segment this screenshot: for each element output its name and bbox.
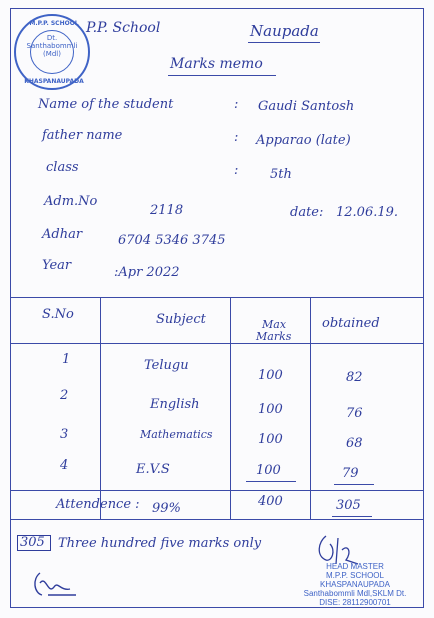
village-name: Naupada	[250, 22, 319, 40]
total-in-words: Three hundred five marks only	[58, 536, 262, 551]
table-row-obtained: 79	[342, 466, 359, 481]
obtained-total-underline	[334, 484, 374, 485]
hm-mandal: Santhabommli Mdl,SKLM Dt.	[303, 589, 407, 598]
totals-line	[10, 519, 424, 520]
seal-line-2: Santhabommli	[26, 42, 78, 50]
attendance-label: Attendence :	[56, 497, 140, 512]
subject-header: Subject	[156, 312, 206, 327]
colon: :	[234, 163, 239, 178]
teacher-signature	[30, 565, 80, 601]
admission-number-label: Adm.No	[44, 194, 98, 209]
class-value: 5th	[270, 167, 292, 182]
seal-center-text	[16, 34, 88, 58]
seal-line-1: Dt.	[46, 34, 58, 42]
table-top-line	[10, 297, 424, 298]
seal-bottom-text: KHASPANAUPADA	[24, 78, 84, 85]
admission-number-value: 2118	[150, 203, 184, 218]
max-total-underline	[246, 481, 296, 482]
table-row-sno: 4	[60, 458, 69, 473]
table-row-subject: E.V.S	[136, 462, 170, 477]
hm-title: HEAD MASTER	[326, 562, 384, 571]
year-value: :Apr 2022	[114, 265, 180, 280]
table-row-subject: Telugu	[144, 358, 189, 373]
school-name: P.P. School	[86, 20, 161, 36]
date-label: date:	[290, 205, 324, 220]
total-obtained-marks: 305	[336, 498, 361, 513]
table-row-max: 100	[258, 402, 283, 417]
total-max-marks: 400	[258, 494, 283, 509]
max-marks-header-line2: Marks	[256, 330, 292, 343]
table-row-obtained: 68	[346, 436, 363, 451]
colon: :	[234, 97, 239, 112]
seal-line-3: (Mdl)	[43, 50, 61, 58]
table-column-divider	[100, 297, 101, 519]
hm-dise: DISE: 28112900701	[319, 598, 391, 607]
attendance-value: 99%	[152, 501, 181, 516]
table-column-divider	[310, 297, 311, 519]
memo-title: Marks memo	[170, 56, 263, 72]
adhar-label: Adhar	[42, 227, 83, 242]
headmaster-stamp	[300, 562, 410, 607]
colon: :	[234, 130, 239, 145]
table-row-sno: 3	[60, 427, 69, 442]
class-label: class	[46, 160, 79, 175]
village-underline	[248, 42, 320, 43]
obtained-header: obtained	[322, 316, 380, 331]
total-obtained-underline	[332, 516, 372, 517]
table-row-subject: English	[150, 397, 200, 412]
school-seal	[14, 14, 90, 90]
sno-header: S.No	[42, 307, 74, 322]
table-bottom-line	[10, 490, 424, 491]
title-underline	[168, 75, 276, 76]
student-name-value: Gaudi Santosh	[258, 99, 355, 114]
father-name-label: father name	[42, 128, 123, 143]
table-row-obtained: 76	[346, 406, 363, 421]
table-row-max: 100	[258, 368, 283, 383]
table-row-max: 100	[258, 432, 283, 447]
table-row-subject: Mathematics	[140, 428, 213, 441]
seal-top-text: M.P.P. SCHOOL	[29, 20, 79, 27]
date-value: 12.06.19.	[336, 205, 399, 220]
boxed-total-value: 305	[20, 535, 45, 550]
table-row-obtained: 82	[346, 370, 363, 385]
hm-place: KHASPANAUPADA	[320, 580, 390, 589]
table-column-divider	[230, 297, 231, 519]
table-row-sno: 1	[62, 352, 71, 367]
year-label: Year	[42, 258, 72, 273]
table-row-sno: 2	[60, 388, 69, 403]
student-name-label: Name of the student	[38, 97, 174, 112]
max-marks-header-line1: Max	[262, 318, 287, 331]
hm-school: M.P.P. SCHOOL	[326, 571, 384, 580]
table-row-max: 100	[256, 463, 281, 478]
table-header-line	[10, 343, 424, 344]
adhar-value: 6704 5346 3745	[118, 233, 226, 248]
father-name-value: Apparao (late)	[256, 133, 351, 148]
